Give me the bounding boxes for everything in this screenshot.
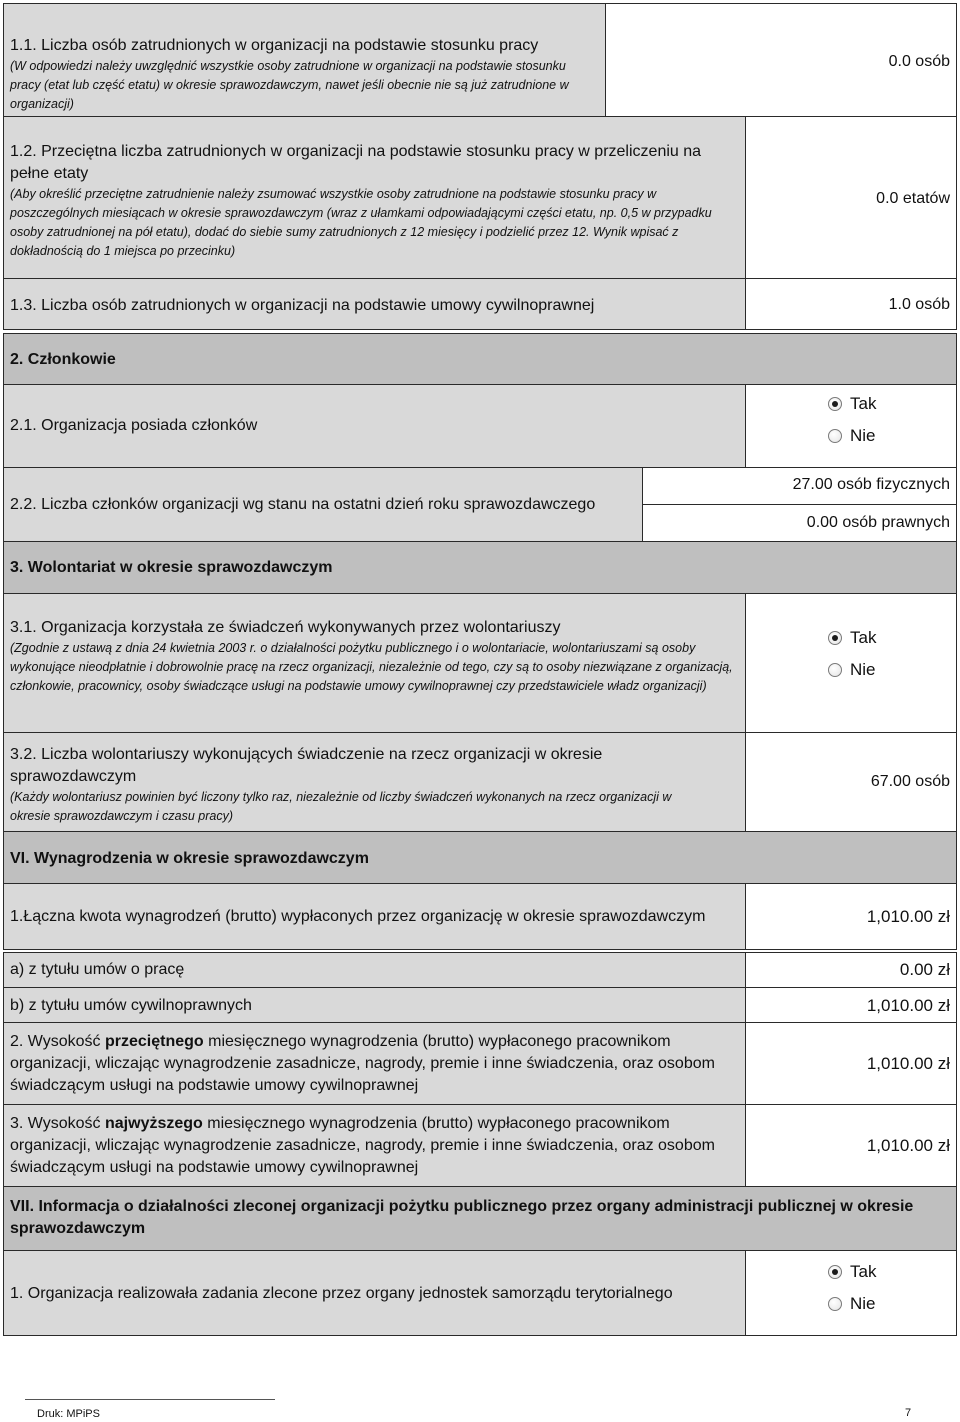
row-1-3-question bbox=[3, 278, 746, 330]
row-2-1-question bbox=[3, 384, 746, 468]
q-1-1-note: (W odpowiedzi należy uwzględnić wszystkie osoby zatrudnione w organizacji na podstawie stosunku pracy (etat lub część etatu) w okresie sprawozdawczym, nawet jeśli obecnie nie są już zatrudnione w organizacji) bbox=[10, 59, 569, 111]
row-3-1-question bbox=[3, 593, 746, 733]
value-1-1: 0.0 osób bbox=[888, 53, 950, 70]
row-2-1-answer bbox=[745, 384, 957, 468]
section-3-title: 3. Wolontariat w okresie sprawozdawczym bbox=[10, 559, 333, 576]
value-2-2-legal: 0.00 osób prawnych bbox=[806, 514, 950, 531]
row-3-2-question bbox=[3, 732, 746, 832]
row-3-1-answer bbox=[745, 593, 957, 733]
row-7-1-answer bbox=[745, 1250, 957, 1336]
radio-checked-icon bbox=[828, 1265, 842, 1279]
q-6-b-title: b) z tytułu umów cywilnoprawnych bbox=[10, 997, 252, 1014]
radio-label-yes: Tak bbox=[850, 394, 877, 413]
radio-checked-icon bbox=[828, 397, 842, 411]
value-6-1: 1,010.00 zł bbox=[866, 907, 950, 926]
radio-label-no: Nie bbox=[850, 660, 876, 679]
row-7-1-question bbox=[3, 1250, 746, 1336]
q-3-2-note: (Każdy wolontariusz powinien być liczony tylko raz, niezależnie od liczby świadczeń wykonanych na rzecz organizacji w okresie sprawozdawczym i czasu pracy) bbox=[10, 790, 672, 823]
radio-2-1-no[interactable] bbox=[828, 426, 876, 446]
section-6-header bbox=[3, 831, 957, 884]
row-2-2-answer-legal bbox=[642, 504, 957, 542]
radio-7-1-no[interactable] bbox=[828, 1294, 876, 1314]
radio-3-1-no[interactable] bbox=[828, 660, 876, 680]
q-6-3-pre: 3. Wysokość bbox=[10, 1115, 105, 1132]
value-3-2: 67.00 osób bbox=[870, 773, 950, 790]
q-6-3-title bbox=[10, 1113, 739, 1179]
radio-unchecked-icon bbox=[828, 429, 842, 443]
row-6-1-answer bbox=[745, 883, 957, 950]
radio-2-1-yes[interactable] bbox=[828, 394, 876, 414]
value-6-b: 1,010.00 zł bbox=[866, 996, 950, 1015]
value-6-a: 0.00 zł bbox=[899, 960, 950, 979]
row-6-1-question bbox=[3, 883, 746, 950]
section-6-title: VI. Wynagrodzenia w okresie sprawozdawczym bbox=[10, 850, 369, 867]
row-1-2-question bbox=[3, 116, 746, 279]
q-6-2-title bbox=[10, 1031, 739, 1097]
radio-label-yes: Tak bbox=[850, 628, 877, 647]
row-2-2-question bbox=[3, 467, 643, 542]
row-1-3-answer bbox=[745, 278, 957, 330]
radio-label-no: Nie bbox=[850, 1294, 876, 1313]
row-1-1-answer bbox=[605, 3, 957, 117]
q-3-1-note: (Zgodnie z ustawą z dnia 24 kwietnia 2003 r. o działalności pożytku publicznego i o wolontariacie, wolontariuszami są osoby wykonujące nieodpłatnie i dobrowolnie pracę na rzecz organizacji, niezależnie od tego, czy są to osoby niezwiązane z organizacją, członkowie, pracownicy, osoby świadczące usługi na podstawie umowy cywilnoprawnej czy przedstawiciele władz organizacji) bbox=[10, 641, 733, 693]
q-1-1-title: 1.1. Liczba osób zatrudnionych w organizacji na podstawie stosunku pracy bbox=[10, 37, 539, 54]
q-6-2-pre: 2. Wysokość bbox=[10, 1033, 105, 1050]
section-7-title: VII. Informacja o działalności zleconej organizacji pożytku publicznego przez organy administracji publicznej w okresie sprawozdawczym bbox=[10, 1198, 914, 1237]
q-3-2-title: 3.2. Liczba wolontariuszy wykonujących świadczenie na rzecz organizacji w okresie sprawozdawczym bbox=[10, 746, 603, 785]
value-1-3: 1.0 osób bbox=[888, 296, 950, 313]
footer-print-label: Druk: MPiPS bbox=[37, 1408, 100, 1420]
radio-label-yes: Tak bbox=[850, 1262, 877, 1281]
footer-rule bbox=[25, 1399, 275, 1400]
q-6-1-title: 1.Łączna kwota wynagrodzeń (brutto) wypłaconych przez organizację w okresie sprawozdawczym bbox=[10, 908, 706, 925]
q-6-a-title: a) z tytułu umów o pracę bbox=[10, 961, 185, 978]
row-6-2-question bbox=[3, 1022, 746, 1105]
row-2-2-answer-physical bbox=[642, 467, 957, 505]
row-6-3-answer bbox=[745, 1104, 957, 1187]
value-1-2: 0.0 etatów bbox=[876, 190, 950, 207]
row-1-1-question bbox=[3, 3, 606, 117]
value-2-2-physical: 27.00 osób fizycznych bbox=[792, 476, 950, 493]
q-3-1-title: 3.1. Organizacja korzystała ze świadczeń wykonywanych przez wolontariuszy bbox=[10, 619, 561, 636]
radio-unchecked-icon bbox=[828, 663, 842, 677]
radio-3-1-yes[interactable] bbox=[828, 628, 876, 648]
q-7-1-title: 1. Organizacja realizowała zadania zlecone przez organy jednostek samorządu terytorialnego bbox=[10, 1285, 673, 1302]
q-2-1-title: 2.1. Organizacja posiada członków bbox=[10, 417, 258, 434]
q-2-2-title: 2.2. Liczba członków organizacji wg stanu na ostatni dzień roku sprawozdawczego bbox=[10, 496, 596, 513]
section-7-header bbox=[3, 1186, 957, 1251]
radio-unchecked-icon bbox=[828, 1297, 842, 1311]
radio-checked-icon bbox=[828, 631, 842, 645]
q-1-2-title: 1.2. Przeciętna liczba zatrudnionych w organizacji na podstawie stosunku pracy w przeliczeniu na pełne etaty bbox=[10, 143, 702, 182]
section-3-header bbox=[3, 541, 957, 594]
q-1-3-title: 1.3. Liczba osób zatrudnionych w organizacji na podstawie umowy cywilnoprawnej bbox=[10, 297, 595, 314]
value-6-3: 1,010.00 zł bbox=[866, 1136, 950, 1155]
row-6-b-question bbox=[3, 987, 746, 1023]
radio-7-1-yes[interactable] bbox=[828, 1262, 876, 1282]
value-6-2: 1,010.00 zł bbox=[866, 1054, 950, 1073]
q-6-3-emphasis: najwyższego bbox=[105, 1115, 203, 1132]
footer-page-number: 7 bbox=[905, 1407, 912, 1419]
row-6-3-question bbox=[3, 1104, 746, 1187]
section-2-title: 2. Członkowie bbox=[10, 351, 116, 368]
row-3-2-answer bbox=[745, 732, 957, 832]
row-6-2-answer bbox=[745, 1022, 957, 1105]
radio-label-no: Nie bbox=[850, 426, 876, 445]
section-2-header bbox=[3, 333, 957, 385]
q-6-2-post: miesięcznego wynagrodzenia (brutto) wypłaconego pracownikom organizacji, wliczając wynagrodzenie zasadnicze, nagrody, premie i inne świadczenia, oraz osobom świadczącym usługi na podstawie umowy cywilnoprawnej bbox=[10, 1033, 715, 1094]
q-1-2-note: (Aby określić przeciętne zatrudnienie należy zsumować wszystkie osoby zatrudnione na podstawie stosunku pracy w poszczególnych miesiącach w okresie sprawozdawczym (wraz z ułamkami odpowiadającymi części etatu, np. 0,5 w przypadku osoby zatrudnionej na pół etatu), dodać do siebie sumy zatrudnionych z 12 miesięcy i podzielić przez 12. Wynik wpisać z dokładnością do 1 miejsca po przecinku) bbox=[10, 187, 712, 258]
row-6-a-question bbox=[3, 952, 746, 988]
q-6-2-emphasis: przeciętnego bbox=[105, 1033, 204, 1050]
q-6-3-post: miesięcznego wynagrodzenia (brutto) wypłaconego pracownikom organizacji, wliczając wynagrodzenie zasadnicze, nagrody, premie i inne świadczenia, oraz osobom świadczącym usługi na podstawie umowy cywilnoprawnej bbox=[10, 1115, 715, 1176]
row-6-b-answer bbox=[745, 987, 957, 1023]
row-6-a-answer bbox=[745, 952, 957, 988]
row-1-2-answer bbox=[745, 116, 957, 279]
